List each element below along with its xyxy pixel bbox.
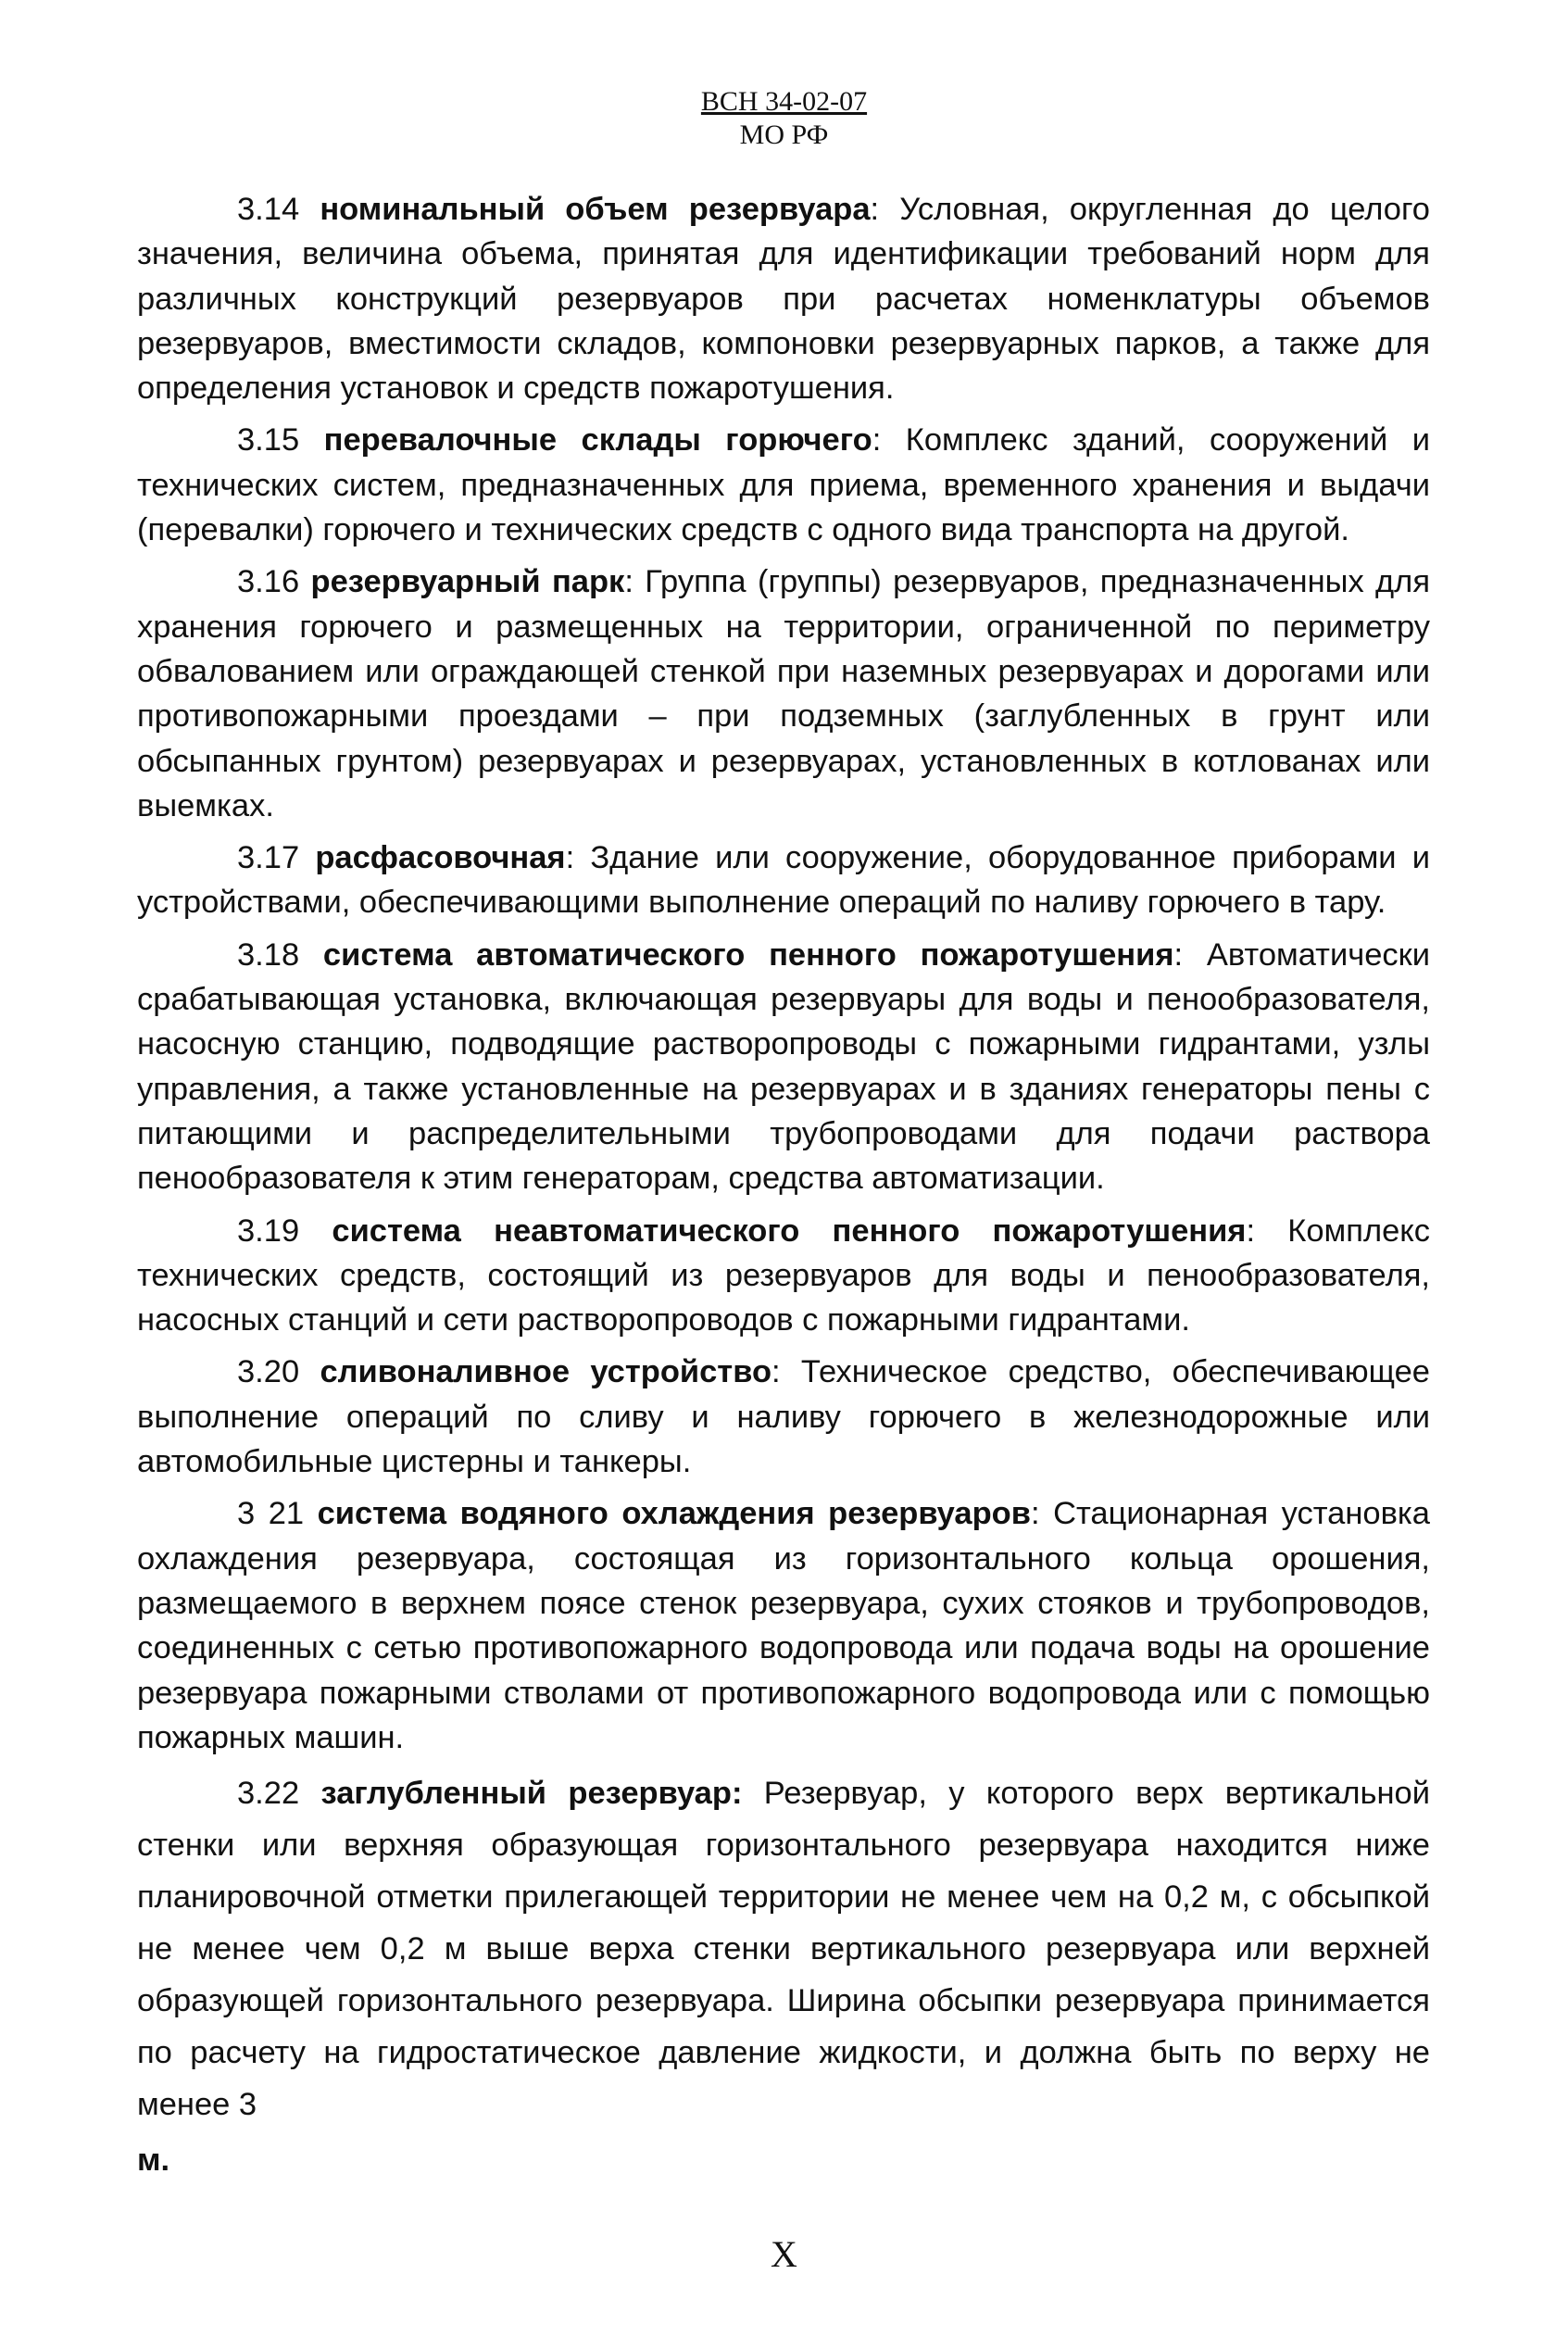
- definition-3-18: [137, 933, 1430, 1201]
- section-term: расфасовочная: [315, 840, 566, 876]
- page-number: X: [771, 2233, 797, 2275]
- section-text: : Техническое средство, обеспечивающее выполнение операций по сливу и наливу горючего в железнодорожные или автомобильные цистерны и танкеры.: [137, 1354, 1430, 1480]
- section-term: сливоналивное устройство: [320, 1354, 772, 1390]
- section-text: : Условная, округленная до целого значения, величина объема, принятая для идентификации требований норм для различных конструкций резервуаров при расчетах номенклатуры объемов резервуаров, вместимости складов, компоновки резервуарных парков, а также для определения установок и средств пожаротушения.: [137, 192, 1430, 407]
- section-term: система водяного охлаждения резервуаров: [317, 1496, 1031, 1532]
- section-text: : Комплекс технических средств, состоящий из резервуаров для воды и пенообразователя, насосных станций и сети растворопроводов с пожарными гидрантами.: [137, 1212, 1431, 1338]
- section-text: Резервуар, у которого верх вертикальной стенки или верхняя образующая горизонтального резервуара находится ниже планировочной отметки прилегающей территории не менее чем на 0,2 м, с обсыпкой не менее чем 0,2 м выше верха стенки вертикального резервуара или верхней образующей горизонтального резервуара. Ширина обсыпки резервуара принимается по расчету на гидростатическое давление жидкости, и должна быть по верху не менее 3: [137, 1776, 1430, 2123]
- section-term: заглубленный резервуар:: [320, 1776, 743, 1812]
- definition-3-14: [137, 187, 1430, 410]
- section-term: система автоматического пенного пожаротушения: [322, 936, 1174, 973]
- section-text: : Комплекс зданий, сооружений и технических систем, предназначенных для приема, временного хранения и выдачи (перевалки) горючего и технических средств с одного вида транспорта на другой.: [137, 422, 1430, 548]
- definition-3-19: [137, 1209, 1430, 1343]
- document-code: ВСН 34-02-07: [700, 86, 868, 117]
- section-text: : Группа (группы) резервуаров, предназначенных для хранения горючего и размещенных на территории, ограниченной по периметру обвалованием или ограждающей стенкой при наземных резервуарах и дорогами или противопожарными проездами – при подземных (заглубленных в грунт или обсыпанных грунтом) резервуарах и резервуарах, установленных в котлованах или выемках.: [137, 564, 1430, 823]
- section-term: резервуарный парк: [310, 564, 625, 600]
- section-number: 3.22: [237, 1776, 300, 1812]
- section-number: 3.20: [237, 1354, 300, 1390]
- trailing-unit: м.: [137, 2142, 170, 2179]
- section-term: номинальный объем резервуара: [320, 192, 871, 227]
- section-term: перевалочные склады горючего: [323, 422, 872, 459]
- document-org: МО РФ: [739, 119, 829, 150]
- section-number: 3.16: [237, 564, 300, 600]
- definition-3-21: [137, 1491, 1430, 1760]
- section-term: система неавтоматического пенного пожаротушения: [332, 1212, 1247, 1249]
- section-number: 3.15: [237, 422, 300, 459]
- section-number: 3.14: [237, 192, 300, 227]
- definition-3-22: [137, 1767, 1430, 2130]
- section-text: : Стационарная установка охлаждения резервуара, состоящая из горизонтального кольца орошения, размещаемого в верхнем поясе стенок резервуара, сухих стояков и трубопроводов, соединенных с сетью противопожарного водопровода или подача воды на орошение резервуара пожарными стволами от противопожарного водопровода или с помощью пожарных машин.: [137, 1496, 1430, 1755]
- document-header: [0, 85, 1568, 152]
- section-text: : Автоматически срабатывающая установка, включающая резервуары для воды и пенообразователя, насосную станцию, подводящие растворопроводы с пожарными гидрантами, узлы управления, а также установленные на резервуарах и в зданиях генераторы пены с питающими и распределительными трубопроводами для подачи раствора пенообразователя к этим генераторам, средства автоматизации.: [137, 936, 1431, 1197]
- document-body: [137, 187, 1430, 2182]
- section-number: 3.17: [237, 840, 300, 876]
- section-number: 3.18: [237, 936, 300, 973]
- definition-3-20: [137, 1350, 1430, 1484]
- section-text: : Здание или сооружение, оборудованное приборами и устройствами, обеспечивающими выполнение операций по наливу горючего в тару.: [137, 840, 1430, 921]
- section-number: 3.19: [237, 1212, 300, 1249]
- section-number: 3 21: [237, 1496, 305, 1532]
- definition-3-16: [137, 559, 1430, 828]
- definition-3-17: [137, 836, 1430, 925]
- definition-3-15: [137, 418, 1430, 552]
